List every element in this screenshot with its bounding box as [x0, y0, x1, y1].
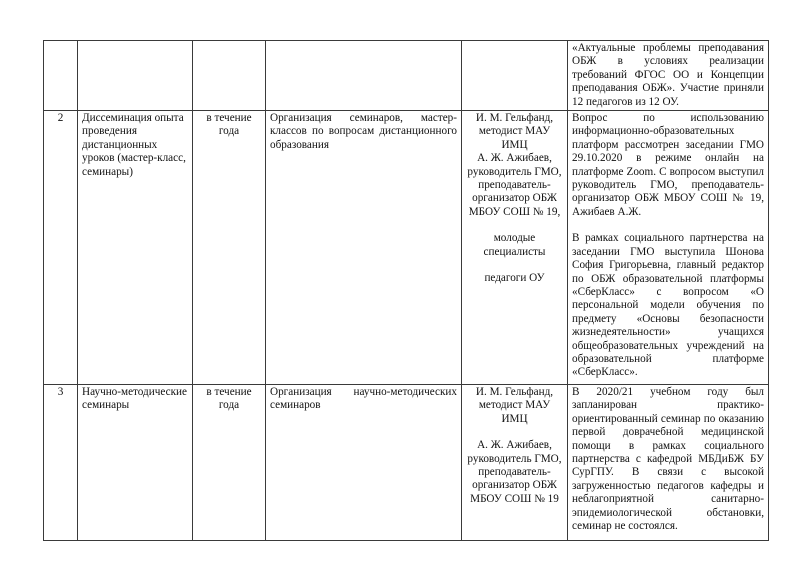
- activity-cell: [78, 41, 193, 111]
- result-paragraph: Вопрос по использованию информационно-образовательных платформ рассмотрен заседании ГМО 29.10.2020 в режиме онлайн на платформе Zoom. С вопросом выступил руководитель ГМО, преподаватель-организатор ОБЖ МБОУ СОШ № 19, Ажибаев А.Ж.: [572, 112, 764, 218]
- responsible-line: молодые специалисты: [483, 232, 546, 258]
- timing-cell: в течение года: [193, 385, 266, 541]
- responsible-line: А. Ж. Ажибаев, руководитель ГМО, преподаватель-организатор ОБЖ МБОУ СОШ № 19: [467, 439, 562, 505]
- spacer: [466, 259, 563, 272]
- table-row: [44, 111, 769, 385]
- content-cell: [266, 111, 462, 385]
- result-paragraph: В 2020/21 учебном году был запланирован практико-ориентированный семинар по оказанию первой доврачебной медицинской помощи в рамках социального партнерства с кафедрой МБДиБЖ БУ СурГПУ. В связи с высокой загруженностью педагогов кафедры и неблагоприятной санитарно-эпидемиологической обстановки, семинар не состоялся.: [572, 386, 764, 533]
- activity-cell: Диссеминация опыта проведения дистанционных уроков (мастер-класс, семинары): [78, 111, 193, 385]
- responsible-cell: [462, 385, 568, 541]
- table-row: [44, 41, 769, 111]
- responsible-line: И. М. Гельфанд, методист МАУ ИМЦ: [475, 386, 554, 425]
- spacer: [466, 219, 563, 232]
- responsible-cell: [462, 111, 568, 385]
- row-number: 2: [44, 111, 78, 385]
- content-text: Организация научно-методических семинаров: [270, 386, 457, 412]
- result-cell: [568, 385, 769, 541]
- activity-cell: Научно-методические семинары: [78, 385, 193, 541]
- timing-cell: в течение года: [193, 111, 266, 385]
- result-paragraph: «Актуальные проблемы преподавания ОБЖ в условиях реализации требований ФГОС ОО и Концепции преподавания ОБЖ». Участие приняли 12 педагогов из 12 ОУ.: [572, 42, 764, 108]
- result-cell: [568, 41, 769, 111]
- responsible-line: А. Ж. Ажибаев, руководитель ГМО, преподаватель-организатор ОБЖ МБОУ СОШ № 19,: [467, 152, 562, 218]
- responsible-line: педагоги ОУ: [484, 272, 545, 285]
- result-paragraph: В рамках социального партнерства на заседании ГМО выступила Шонова София Григорьевна, главный редактор по ОБЖ образовательной платформы «СберКласс» с вопросом «О персональной модели обучения по предмету «Основы безопасности жизнедеятельности» учащихся общеобразовательных учреждений на образовательной платформе «СберКласс».: [572, 232, 764, 379]
- row-number: 3: [44, 385, 78, 541]
- table-row: [44, 385, 769, 541]
- row-number: [44, 41, 78, 111]
- timing-cell: [193, 41, 266, 111]
- activity-table: [43, 40, 769, 541]
- content-cell: [266, 41, 462, 111]
- responsible-cell: [462, 41, 568, 111]
- content-cell: [266, 385, 462, 541]
- result-cell: [568, 111, 769, 385]
- spacer: [572, 219, 764, 232]
- spacer: [466, 426, 563, 439]
- responsible-line: И. М. Гельфанд, методист МАУ ИМЦ: [475, 112, 554, 151]
- content-text: Организация семинаров, мастер-классов по вопросам дистанционного образования: [270, 112, 457, 151]
